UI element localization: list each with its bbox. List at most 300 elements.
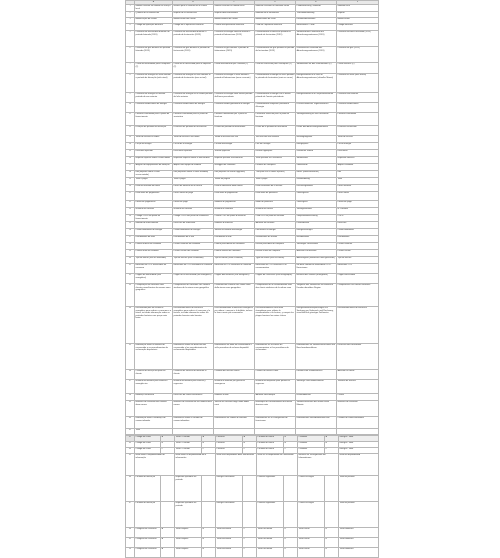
table-cell[interactable]: Duración facturación [337, 126, 379, 136]
table-cell[interactable]: Teléfono de averías [337, 380, 379, 394]
table-cell[interactable]: Normal para el instituto de la cuenta [173, 5, 214, 12]
table-cell[interactable]: Coste eléctrico (€) [337, 63, 379, 74]
table-cell[interactable]: IVA (imposto sobre o valor acrescentado) [135, 171, 173, 178]
table-cell[interactable]: Data limite de pagamento [135, 192, 173, 201]
table-cell[interactable] [337, 429, 379, 435]
table-cell[interactable]: Total do período [339, 476, 379, 502]
table-cell[interactable]: Indirizzo e-mail [214, 394, 255, 401]
row-number[interactable]: 46 [126, 476, 135, 502]
table-cell[interactable]: Energía / Valor [339, 442, 379, 448]
table-cell[interactable]: Forma de pago [337, 201, 379, 208]
table-cell[interactable]: Energieverbrauch in kWh im Abrechnungszeitraum (aktueller Monat) [296, 74, 337, 93]
table-cell[interactable]: B [202, 538, 216, 548]
table-cell[interactable]: Contador [298, 436, 325, 442]
table-cell[interactable] [173, 429, 214, 435]
table-cell[interactable]: Forma de pagamento [135, 201, 173, 208]
table-cell[interactable]: Leituras registadas [257, 502, 284, 528]
table-cell[interactable]: Numero di telefono per guasti ed emergenze [214, 380, 255, 394]
table-cell[interactable]: Histórico de consumo dos últimos doze meses [135, 401, 173, 417]
table-cell[interactable]: B [202, 528, 216, 538]
table-cell[interactable]: Importo della transazione [214, 12, 255, 18]
table-cell[interactable]: Sconto applicato [214, 150, 255, 157]
row-number[interactable]: 17 [126, 164, 135, 171]
table-cell[interactable]: Gasverbrauch während des Abrechnungszeitraums (2019) [296, 47, 337, 63]
row-number[interactable]: 6 [126, 47, 135, 63]
table-cell[interactable]: Distribuidora de la red [173, 236, 214, 243]
table-cell[interactable]: Duración del período de facturación [173, 126, 214, 136]
row-number[interactable]: 12 [126, 126, 135, 136]
row-number[interactable]: 22 [126, 201, 135, 208]
table-cell[interactable] [325, 476, 339, 502]
table-cell[interactable]: Potencia [216, 448, 243, 454]
table-cell[interactable]: Nota sobre a disponibilidade da informação [135, 454, 175, 476]
table-cell[interactable]: Data di emissione della fattura [214, 185, 255, 192]
table-cell[interactable]: Consumo medio diario de energía [173, 103, 214, 113]
table-cell[interactable]: Consumo de energía en el mismo período del año anterior [173, 93, 214, 103]
row-number[interactable]: 8 [126, 74, 135, 93]
table-cell[interactable]: Fecha emisión [337, 185, 379, 192]
table-cell[interactable]: Noleggio del contatore [214, 164, 255, 171]
table-cell[interactable]: Tarifa dinâmica [339, 538, 379, 548]
table-cell[interactable]: Importe [337, 12, 379, 18]
row-number[interactable]: 26 [126, 229, 135, 236]
table-cell[interactable]: Categoria de consumo [135, 528, 161, 538]
table-cell[interactable]: Identificación [337, 18, 379, 24]
table-cell[interactable]: Emissioni di CO2 associate al consumo [214, 264, 255, 274]
table-cell[interactable]: Kontakt zum Kundenservice [296, 370, 337, 380]
table-cell[interactable]: Historique de consommation des douze derniers mois [255, 401, 296, 417]
table-cell[interactable]: Bankleitzahl / Code [296, 24, 337, 31]
table-cell[interactable]: Origem da eletricidade (mix energético) [135, 274, 173, 284]
table-cell[interactable]: Tarifa / Período [175, 448, 202, 454]
table-cell[interactable]: Codice dell'operazione bancaria [214, 24, 255, 31]
table-cell[interactable]: Type de relevé (réel ou estimé) [255, 257, 296, 264]
table-cell[interactable]: Leituras registadas [257, 476, 284, 502]
table-cell[interactable]: B [202, 442, 216, 448]
table-cell[interactable]: Gestionnaire du réseau [255, 236, 296, 243]
table-cell[interactable]: Puissance souscrite pour le point de livraison [255, 113, 296, 126]
table-cell[interactable]: Comercializadora de energia [135, 229, 173, 236]
table-cell[interactable]: Energía / Valor [339, 436, 379, 442]
table-cell[interactable] [284, 476, 298, 502]
row-number[interactable]: 23 [126, 208, 135, 215]
table-cell[interactable]: Potencia [216, 442, 243, 448]
table-cell[interactable]: Alquiler contador [337, 164, 379, 171]
table-cell[interactable]: Lectura anterior del contador [173, 243, 214, 250]
table-cell[interactable]: A [161, 548, 175, 558]
table-cell[interactable]: Total a pagar [135, 178, 173, 185]
table-cell[interactable]: Consumo de electricidad durante el período de facturación (2019) [173, 31, 214, 47]
row-number[interactable]: 2 [126, 12, 135, 18]
table-cell[interactable]: Contacto do serviço de apoio ao cliente [135, 370, 173, 380]
table-cell[interactable]: Raccomandazioni di efficienza energetica per ridurre i consumi e la bolletta, incluse le fasce orarie più economiche [214, 307, 255, 344]
table-cell[interactable]: Período de leitura [257, 448, 284, 454]
table-cell[interactable]: Tarifa tri-horária [257, 528, 284, 538]
row-number[interactable]: 40 [126, 417, 135, 429]
table-cell[interactable]: Período de leitura [257, 442, 284, 448]
table-cell[interactable]: Informação sobre a mudança de comercializador [135, 417, 173, 429]
row-number[interactable]: 44 [126, 448, 135, 454]
table-cell[interactable]: Stromverbrauch während des Abrechnungszeitraums (2019) [296, 31, 337, 47]
row-number[interactable]: 36 [126, 370, 135, 380]
table-cell[interactable]: A [161, 436, 175, 442]
table-cell[interactable]: TVA (taxe sur la valeur ajoutée) [255, 171, 296, 178]
table-cell[interactable]: Vorheriger Zählerstand [296, 243, 337, 250]
table-cell[interactable]: Información sobre el cambio de comercializadora [173, 417, 214, 429]
column-header[interactable]: C [214, 1, 255, 5]
table-cell[interactable]: Consumo eléctrico facturado (2019) [337, 31, 379, 47]
table-cell[interactable]: Tarifa social [298, 538, 325, 548]
table-cell[interactable]: Storico dei consumi degli ultimi dodici mesi [214, 401, 255, 417]
table-cell[interactable]: Consumo de energía en kWh durante el período de facturación (mes actual) [173, 74, 214, 93]
table-cell[interactable]: Tipo de lectura [337, 257, 379, 264]
table-cell[interactable]: Vergleich des Verbrauchs mit ähnlichen Kunden derselben Region [296, 284, 337, 307]
table-cell[interactable]: Impuesto especial sobre la electricidad [173, 157, 214, 164]
table-cell[interactable]: Outros encargos [298, 502, 325, 528]
table-cell[interactable]: Netzbetreiber [296, 236, 337, 243]
table-cell[interactable] [243, 476, 257, 502]
row-number[interactable]: 50 [126, 548, 135, 558]
table-cell[interactable]: Forma de pago [173, 201, 214, 208]
table-cell[interactable]: Gesamtbetrag [296, 178, 337, 185]
table-cell[interactable]: Endereço eletrónico [135, 394, 173, 401]
table-cell[interactable]: Energia consumida [216, 476, 243, 502]
table-cell[interactable]: Potenza contrattuale per il punto di fornitura [214, 113, 255, 126]
table-cell[interactable]: Identificazione del cliente [214, 18, 255, 24]
table-cell[interactable]: Date limite de paiement [255, 192, 296, 201]
column-header[interactable]: F [337, 1, 379, 5]
table-cell[interactable]: Informação sobre os direitos do consumidor e os procedimentos de reclamação disponíveis [135, 344, 173, 370]
column-header[interactable]: B [173, 1, 214, 5]
table-cell[interactable]: D [284, 548, 298, 558]
table-cell[interactable]: Código CUPS do ponto de fornecimento [135, 215, 173, 222]
table-cell[interactable] [243, 502, 257, 528]
table-cell[interactable]: Número de teléfono para averías y urgencias [173, 380, 214, 394]
table-cell[interactable]: Tarifa tri-horária [257, 538, 284, 548]
row-number[interactable]: 20 [126, 185, 135, 192]
table-cell[interactable]: Comercializadora de energía [173, 229, 214, 236]
row-number[interactable]: 13 [126, 136, 135, 143]
table-cell[interactable]: Relevé précédent du compteur [255, 243, 296, 250]
column-header[interactable]: E [296, 1, 337, 5]
table-cell[interactable]: Tarifa social [298, 528, 325, 538]
table-cell[interactable]: Consommation d'énergie sur la même période de l'année précédente [255, 93, 296, 103]
table-cell[interactable]: Coste de la electricidad para la empresa (€) [173, 63, 214, 74]
table-cell[interactable] [161, 502, 175, 528]
row-number[interactable]: 11 [126, 113, 135, 126]
table-cell[interactable]: C [243, 528, 257, 538]
table-cell[interactable]: Confronto dei consumi con clienti simili della stessa area geografica [214, 284, 255, 307]
table-cell[interactable]: Tarifa simples [175, 548, 202, 558]
row-number[interactable]: 39 [126, 401, 135, 417]
table-cell[interactable]: Tarif d'accès aux réseaux [255, 136, 296, 143]
table-cell[interactable]: Informationen zu Verbraucherrechten und Beschwerdeverfahren [296, 344, 337, 370]
table-cell[interactable]: CUPS [337, 215, 379, 222]
table-cell[interactable]: Total do período [339, 502, 379, 528]
table-cell[interactable] [202, 502, 216, 528]
table-cell[interactable]: Código bancario [337, 24, 379, 31]
table-cell[interactable]: Consommation d'énergie en kWh pendant la période de facturation (mois en cours) [255, 74, 296, 93]
row-number[interactable]: 21 [126, 192, 135, 201]
table-cell[interactable]: Energía / Valor [339, 448, 379, 454]
table-cell[interactable]: Nota sulla disponibilità delle informazioni [216, 454, 257, 476]
table-cell[interactable]: Consumo di gas durante il periodo di fatturazione (2019) [214, 47, 255, 63]
table-cell[interactable]: Costo dell'elettricità per l'azienda (€) [214, 63, 255, 74]
table-cell[interactable]: Location du compteur [255, 164, 296, 171]
table-cell[interactable]: Störungs- und Notfallnummer [296, 380, 337, 394]
table-cell[interactable]: Distribuidora da rede [135, 236, 173, 243]
table-cell[interactable]: Atención al cliente [337, 370, 379, 380]
table-cell[interactable]: Consumo de gas durante el período de facturación (2019) [173, 47, 214, 63]
table-cell[interactable]: Transaktionsbetrag [296, 12, 337, 18]
table-cell[interactable]: Consumo de energia em kWh durante o período de faturação (mês atual) [135, 74, 173, 93]
table-cell[interactable]: Gewährter Rabatt [296, 150, 337, 157]
table-cell[interactable]: A [161, 528, 175, 538]
table-cell[interactable]: Recomendaciones de eficiencia energética para reducir el consumo y la factura, incluida información sobre los periodos horarios más baratos [173, 307, 214, 344]
table-cell[interactable]: Precio energía [337, 143, 379, 150]
table-cell[interactable]: Total [337, 178, 379, 185]
row-number[interactable]: 32 [126, 274, 135, 284]
table-cell[interactable]: Durata del periodo di fatturazione [214, 126, 255, 136]
table-cell[interactable]: Número de contrato [135, 208, 173, 215]
table-cell[interactable]: Tarifa dinâmica [339, 548, 379, 558]
table-cell[interactable]: Aluguer do equipamento de medição [135, 164, 173, 171]
table-cell[interactable]: Tarifa social [298, 548, 325, 558]
row-number[interactable]: 43 [126, 442, 135, 448]
table-cell[interactable]: Descuento [337, 150, 379, 157]
table-cell[interactable]: Emissões de CO2 associadas ao consumo [135, 264, 173, 274]
table-cell[interactable]: Stromsteuer [296, 157, 337, 164]
table-cell[interactable]: Outros encargos [298, 476, 325, 502]
table-cell[interactable] [284, 502, 298, 528]
row-number[interactable]: 5 [126, 31, 135, 47]
table-cell[interactable]: Número de telefone para avarias e emergências [135, 380, 173, 394]
row-number[interactable]: 3 [126, 18, 135, 24]
table-cell[interactable]: Numéro de téléphone pour pannes et urgences [255, 380, 296, 394]
table-cell[interactable]: Note sur la disponibilité de l'information [257, 454, 298, 476]
table-cell[interactable]: Código de conta [135, 442, 161, 448]
table-cell[interactable]: Potencia [216, 436, 243, 442]
row-number[interactable]: 37 [126, 380, 135, 394]
table-cell[interactable]: Código de conta [135, 436, 161, 442]
table-cell[interactable]: Prix de l'énergie [255, 143, 296, 150]
table-cell[interactable]: Consumo de gas (2019) [337, 47, 379, 63]
table-cell[interactable]: Vertragsleistung für die Lieferstelle [296, 113, 337, 126]
table-cell[interactable]: Tarifa bi-horária [216, 548, 243, 558]
table-cell[interactable]: Lieferadresse [296, 222, 337, 229]
table-cell[interactable]: Nota sobre la disponibilidad de la información [175, 454, 216, 476]
table-cell[interactable] [296, 429, 337, 435]
row-number[interactable]: 19 [126, 178, 135, 185]
table-cell[interactable]: Modalità di pagamento [214, 201, 255, 208]
table-cell[interactable]: Landeswährung / Moneda [296, 5, 337, 12]
table-cell[interactable]: Moeda corrente ou moeda em licença local [135, 5, 173, 12]
table-cell[interactable]: Netzzugangstarif [296, 136, 337, 143]
table-cell[interactable]: Code de l'opération bancaire [255, 24, 296, 31]
table-cell[interactable]: Recomendações de eficiência energética para reduzir o consumo e a fatura, incluindo informação sobre os períodos horários com preço mais baixo [135, 307, 173, 344]
table-cell[interactable]: Tariffa di accesso alle reti [214, 136, 255, 143]
row-number[interactable]: 38 [126, 394, 135, 401]
table-cell[interactable]: Informationen zum Anbieterwechsel [296, 417, 337, 429]
table-cell[interactable]: Vertragsnummer [296, 208, 337, 215]
table-cell[interactable]: Comparación del consumo con clientes similares de la misma zona geográfica [173, 284, 214, 307]
table-cell[interactable]: Zählermiete [296, 164, 337, 171]
table-cell[interactable]: Tarifa de acceso [337, 136, 379, 143]
table-cell[interactable]: Consommation moyenne journalière d'énergie [255, 103, 296, 113]
table-cell[interactable]: Morada de fornecimento [135, 222, 173, 229]
table-cell[interactable]: Tipo di lettura (reale o stimata) [214, 257, 255, 264]
table-cell[interactable]: Total [135, 429, 173, 435]
row-number[interactable]: 14 [126, 143, 135, 150]
table-cell[interactable]: Consumo de energia no mesmo período do ano anterior [135, 93, 173, 103]
table-cell[interactable]: Distributore di rete [214, 236, 255, 243]
table-cell[interactable] [161, 476, 175, 502]
table-cell[interactable]: Ablesungsart (tatsächlich oder geschätzt) [296, 257, 337, 264]
table-cell[interactable]: Durée de la période de facturation [255, 126, 296, 136]
table-cell[interactable]: Consumo medio diario [337, 103, 379, 113]
table-cell[interactable]: Energia consumida [216, 502, 243, 528]
table-cell[interactable]: C [161, 448, 175, 454]
table-cell[interactable]: A [325, 436, 339, 442]
row-number[interactable]: 49 [126, 538, 135, 548]
table-cell[interactable]: Potencia contratada para el punto de suministro [173, 113, 214, 126]
table-cell[interactable]: Coût de l'électricité pour l'entreprise (€) [255, 63, 296, 74]
table-cell[interactable]: C [243, 548, 257, 558]
table-cell[interactable]: Remise appliquée [255, 150, 296, 157]
table-cell[interactable]: Energieeffizienzempfehlungen zur Senkung von Verbrauch und Rechnung, einschließlich günstiger Zeitfenster [296, 307, 337, 344]
table-cell[interactable]: Potência contratada para o ponto de fornecimento [135, 113, 173, 126]
row-number[interactable]: 9 [126, 93, 135, 103]
table-cell[interactable]: Consumo en kWh (mes actual) [337, 74, 379, 93]
row-number[interactable]: 16 [126, 157, 135, 164]
table-cell[interactable]: Lectura anterior [337, 243, 379, 250]
row-number[interactable]: 42 [126, 436, 135, 442]
table-cell[interactable]: Categoria de consumo [135, 538, 161, 548]
table-cell[interactable]: Informations sur le changement de fournisseur [255, 417, 296, 429]
table-cell[interactable]: Distribuidora [337, 236, 379, 243]
table-cell[interactable]: E [325, 548, 339, 558]
table-cell[interactable]: Contador [298, 448, 325, 454]
table-cell[interactable]: Histórico de consumo de los últimos doce meses [173, 401, 214, 417]
table-cell[interactable]: Lettura attuale del contatore [214, 250, 255, 257]
table-cell[interactable]: Verbrauchsverlauf der letzten zwölf Monate [296, 401, 337, 417]
table-cell[interactable]: E [325, 528, 339, 538]
table-cell[interactable]: Informazioni sul cambio di fornitore [214, 417, 255, 429]
table-cell[interactable]: Código da operação bancária [135, 24, 173, 31]
table-cell[interactable]: Energieversorger [296, 229, 337, 236]
table-cell[interactable]: Lettura precedente del contatore [214, 243, 255, 250]
row-number[interactable]: 48 [126, 528, 135, 538]
table-cell[interactable]: Tarifa bi-horária [216, 538, 243, 548]
table-cell[interactable]: A [161, 538, 175, 548]
table-cell[interactable]: Consumo medio giornaliero di energia [214, 103, 255, 113]
table-cell[interactable]: Tarifa bi-horária [216, 528, 243, 538]
table-cell[interactable]: Consumo di energia elettrica durante il periodo di fatturazione (2019) [214, 31, 255, 47]
table-cell[interactable]: C [325, 448, 339, 454]
row-number[interactable]: 24 [126, 215, 135, 222]
table-cell[interactable]: Comparaison de la consommation avec des clients similaires de la même zone [255, 284, 296, 307]
table-cell[interactable]: Tarifa dinâmica [339, 528, 379, 538]
table-cell[interactable]: E [325, 538, 339, 548]
table-cell[interactable]: Rechnungsdatum [296, 185, 337, 192]
table-cell[interactable]: Fournisseur d'énergie [255, 229, 296, 236]
row-number[interactable]: 34 [126, 307, 135, 344]
table-cell[interactable]: Imposto especial sobre a eletricidade [135, 157, 173, 164]
table-cell[interactable]: Consommation de gaz pendant la période de facturation (2019) [255, 47, 296, 63]
table-cell[interactable]: Durchschnittlicher Tagesverbrauch [296, 103, 337, 113]
table-cell[interactable]: C [243, 448, 257, 454]
table-cell[interactable]: Impostos aplicados no período [175, 502, 202, 528]
table-cell[interactable]: Prezzo dell'energia [214, 143, 255, 150]
table-cell[interactable]: Informazioni sui diritti del consumatore e sulle procedure di reclamo disponibili [214, 344, 255, 370]
table-cell[interactable]: Código CUPS del punto de suministro [173, 215, 214, 222]
table-cell[interactable]: B [325, 442, 339, 448]
table-cell[interactable]: Nº contrato [337, 208, 379, 215]
row-number[interactable]: 35 [126, 344, 135, 370]
table-cell[interactable]: Zahlungsfrist [296, 192, 337, 201]
table-cell[interactable]: Origine de l'électricité (mix énergétique) [255, 274, 296, 284]
table-cell[interactable]: Imposta speciale sull'elettricità [214, 157, 255, 164]
table-cell[interactable]: Contador [298, 442, 325, 448]
table-cell[interactable]: Dirección de correo electrónico [173, 394, 214, 401]
table-cell[interactable]: Código de la operación bancaria [173, 24, 214, 31]
table-cell[interactable]: Identificação do cliente [135, 18, 173, 24]
table-cell[interactable]: Comparación con clientes similares [337, 284, 379, 307]
table-cell[interactable]: Dauer des Abrechnungszeitraums [296, 126, 337, 136]
table-cell[interactable]: Consumo de gás durante um período faturado (2019) [135, 47, 173, 63]
table-cell[interactable]: Monnaie corrente ou monnaie locale [255, 5, 296, 12]
table-cell[interactable]: Cambio de comercializadora [337, 417, 379, 429]
table-cell[interactable]: Alquiler del equipo de medida [173, 164, 214, 171]
table-cell[interactable]: Identificación del cliente [173, 18, 214, 24]
table-cell[interactable]: Zahlungsart [296, 201, 337, 208]
table-cell[interactable]: Taxe spéciale sur l'électricité [255, 157, 296, 164]
table-cell[interactable]: Leitura atual do contador [135, 250, 173, 257]
table-cell[interactable]: Consommation d'électricité pendant la période de facturation (2019) [255, 31, 296, 47]
table-cell[interactable]: Comparação do consumo com clientes semelhantes da mesma zona geográfica [135, 284, 173, 307]
column-header[interactable]: D [255, 1, 296, 5]
table-cell[interactable]: Número de contrato [173, 208, 214, 215]
row-number[interactable]: 18 [126, 171, 135, 178]
row-number[interactable]: 4 [126, 24, 135, 31]
table-cell[interactable]: Preço da energia [135, 143, 173, 150]
table-cell[interactable]: Tarifa / Período [175, 442, 202, 448]
table-cell[interactable]: Tarifa simples [175, 538, 202, 548]
table-cell[interactable]: Tarifa de acceso a las redes [173, 136, 214, 143]
table-cell[interactable]: Energiepreis [296, 143, 337, 150]
table-cell[interactable]: Adresse électronique [255, 394, 296, 401]
table-cell[interactable]: Tarifa tri-horária [257, 548, 284, 558]
table-cell[interactable]: Emisiones CO2 [337, 264, 379, 274]
table-cell[interactable]: Histórico de consumo [337, 401, 379, 417]
table-cell[interactable]: Tipo de lectura (real o estimada) [173, 257, 214, 264]
table-cell[interactable]: Recommandations d'efficacité énergétique pour réduire la consommation et la facture, y compris les plages horaires les moins chères [255, 307, 296, 344]
table-cell[interactable]: Numéro de contrat [255, 208, 296, 215]
table-cell[interactable]: Nota de disponibilidad [339, 454, 379, 476]
table-cell[interactable]: Origen electricidad [337, 274, 379, 284]
row-number[interactable]: 31 [126, 264, 135, 274]
table-cell[interactable]: Correo [337, 394, 379, 401]
table-cell[interactable]: B [243, 442, 257, 448]
table-cell[interactable]: Consumo di energia nello stesso periodo dell'anno precedente [214, 93, 255, 103]
table-cell[interactable]: Período de faturação [135, 476, 161, 502]
row-number[interactable]: 7 [126, 63, 135, 74]
table-cell[interactable]: Kundenidentifikation [296, 18, 337, 24]
table-cell[interactable]: Informations sur les droits du consommateur et les procédures de réclamation [255, 344, 296, 370]
table-cell[interactable]: Date d'émission de la facture [255, 185, 296, 192]
table-cell[interactable]: Comercializadora [337, 229, 379, 236]
table-cell[interactable]: Codice POD del punto di fornitura [214, 215, 255, 222]
